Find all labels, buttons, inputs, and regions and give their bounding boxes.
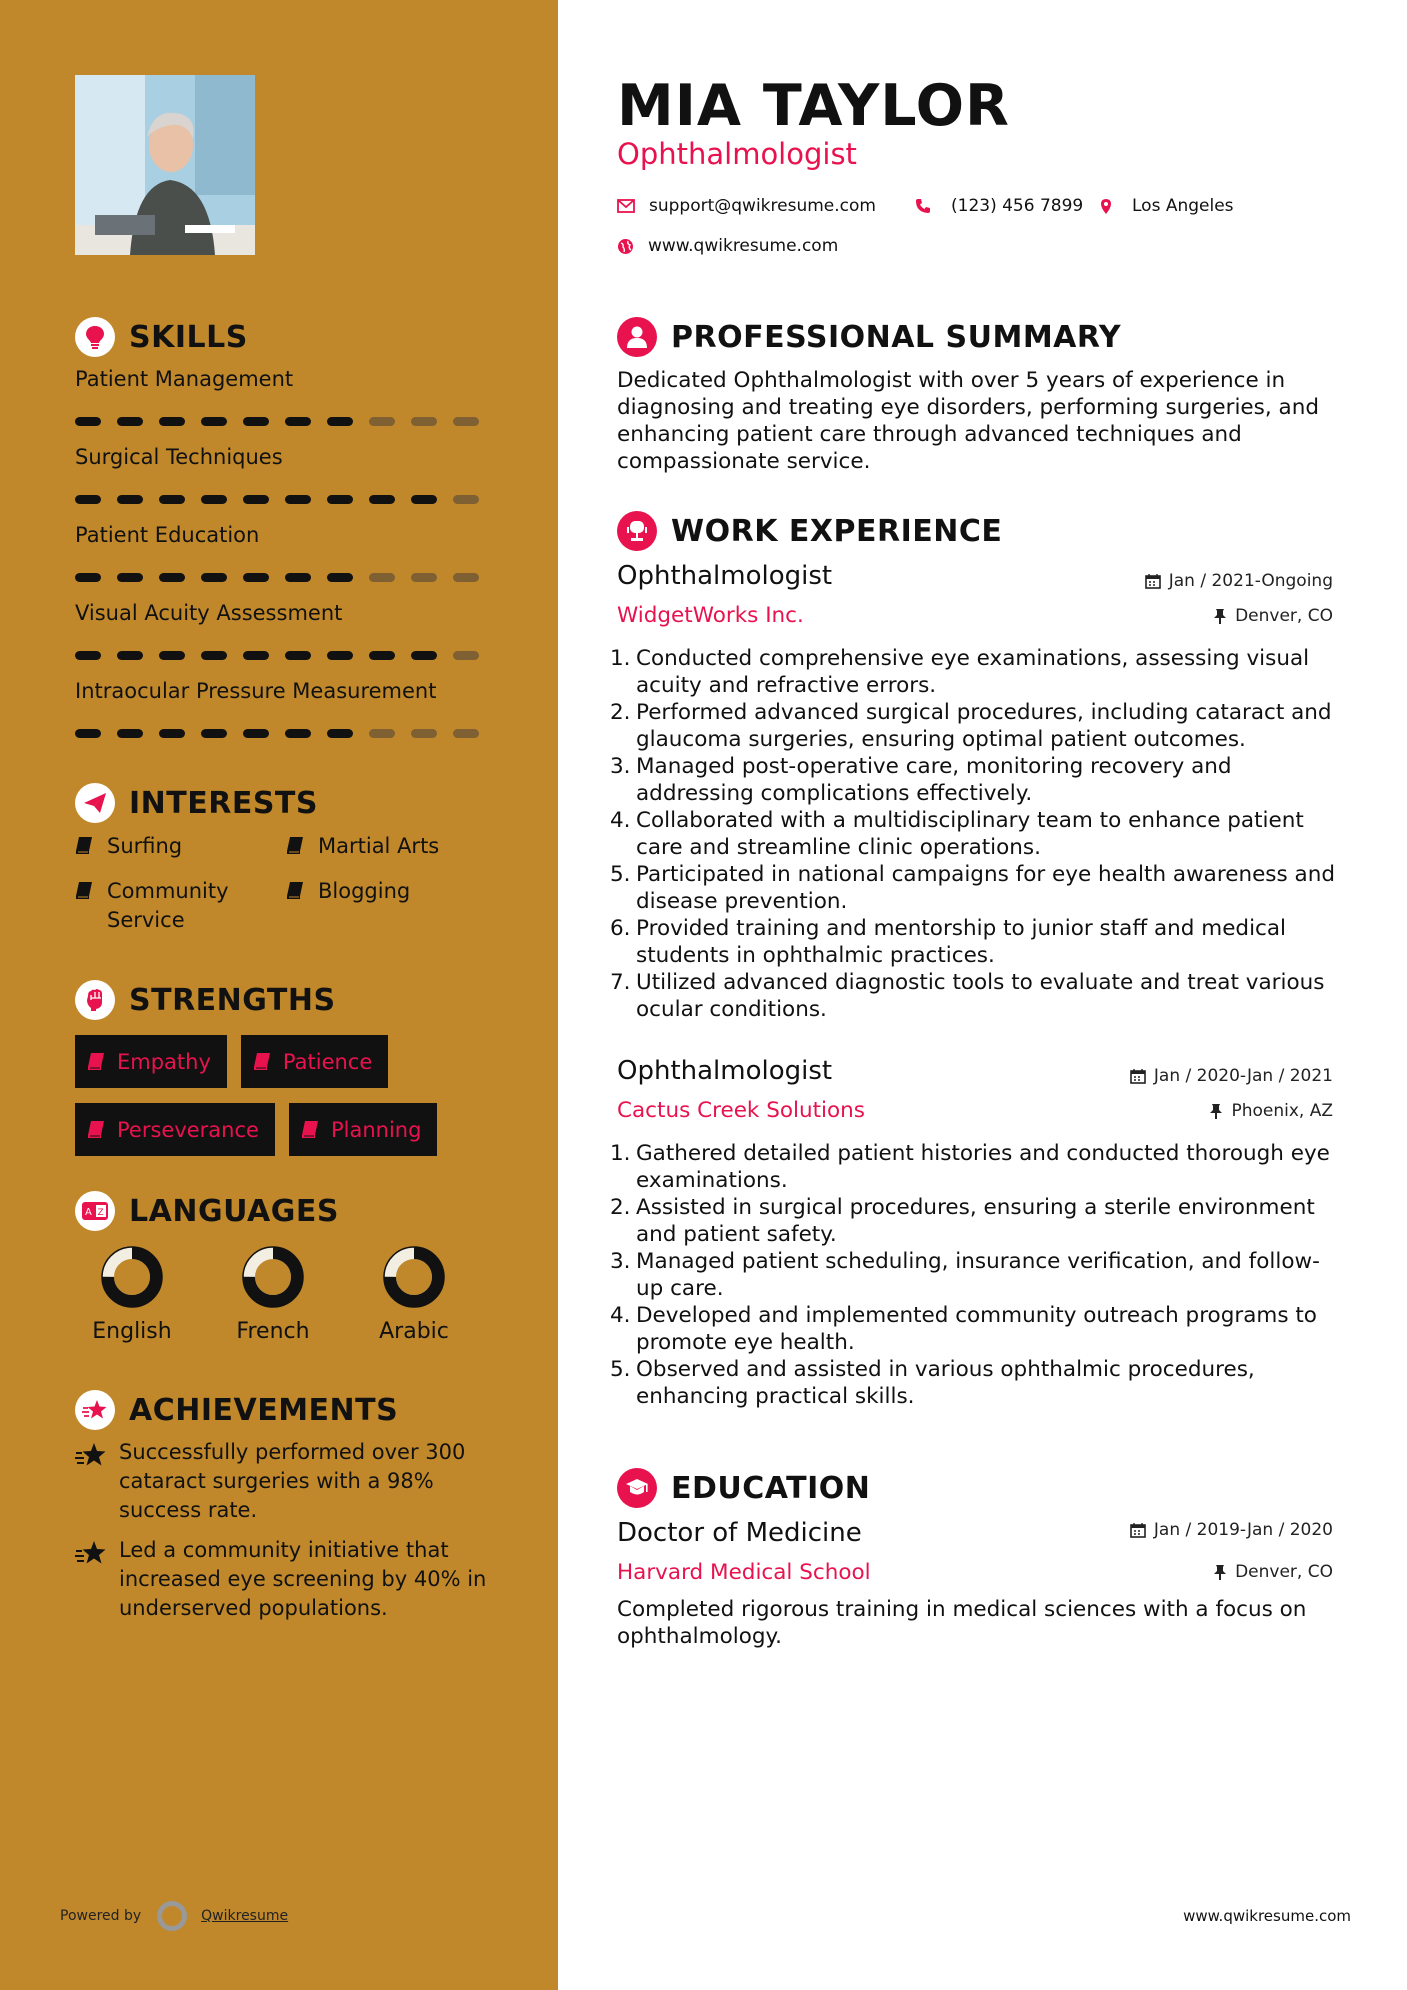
- job-bullets: [610, 645, 1345, 1023]
- experience-title: WORK EXPERIENCE: [671, 513, 1003, 549]
- skill-rating: [75, 573, 495, 582]
- book-icon: [301, 1120, 319, 1139]
- interests-title: INTERESTS: [129, 785, 318, 821]
- skill-dash: [159, 417, 185, 426]
- interest-item: [286, 832, 497, 861]
- skill-dash: [243, 729, 269, 738]
- summary-text: Dedicated Ophthalmologist with over 5 years of experience in diagnosing and treating eye disorders, performing surgeries, and enhancing patient care through advanced techniques and compassionate service.: [617, 368, 1319, 474]
- strengths-header: [75, 980, 336, 1020]
- skill-dash: [243, 651, 269, 660]
- book-icon: [87, 1120, 105, 1139]
- bulb-icon: [75, 317, 115, 357]
- skill-dash: [243, 495, 269, 504]
- skill-rating: [75, 495, 495, 504]
- job-title: Ophthalmologist: [617, 561, 833, 591]
- skill-dash: [159, 651, 185, 660]
- skill-item: [75, 601, 495, 660]
- skill-name: Intraocular Pressure Measurement: [75, 679, 437, 703]
- contact-phone: [915, 196, 1083, 216]
- job-dates-text: Jan / 2021-Ongoing: [1168, 571, 1333, 591]
- job-location-text: Phoenix, AZ: [1231, 1101, 1333, 1121]
- language-level-ring: [382, 1245, 446, 1309]
- skill-name: Visual Acuity Assessment: [75, 601, 343, 625]
- achievement-item: [75, 1438, 515, 1525]
- education-title: EDUCATION: [671, 1470, 871, 1506]
- skill-dash: [453, 573, 479, 582]
- contact-email: [617, 196, 876, 216]
- calendar-icon: [1130, 1068, 1146, 1084]
- language-item: [354, 1245, 474, 1344]
- paper-plane-icon: [75, 783, 115, 823]
- skill-name: Patient Management: [75, 367, 294, 391]
- list-item: 6. Provided training and mentorship to junior staff and medical students in ophthalmic practices.: [610, 916, 1287, 968]
- briefcase-icon: [617, 511, 657, 551]
- strength-label: Planning: [330, 1117, 422, 1142]
- phone-text: (123) 456 7899: [951, 196, 1084, 216]
- interest-label: Martial Arts: [318, 834, 440, 858]
- achievements-title: ACHIEVEMENTS: [129, 1392, 399, 1428]
- job-title: Ophthalmologist: [617, 1056, 833, 1086]
- list-item: 4. Collaborated with a multidisciplinary team to enhance patient care and streamline clinic operations.: [610, 808, 1304, 860]
- skill-dash: [117, 729, 143, 738]
- skill-rating: [75, 651, 495, 660]
- strength-label: Perseverance: [117, 1117, 259, 1142]
- skill-dash: [327, 573, 353, 582]
- list-item: 5. Participated in national campaigns for eye health awareness and disease prevention.: [610, 862, 1335, 914]
- skill-dash: [369, 495, 395, 504]
- skill-dash: [75, 495, 101, 504]
- list-item: 7. Utilized advanced diagnostic tools to evaluate and treat various ocular conditions.: [610, 970, 1325, 1022]
- map-pin-icon: [1100, 198, 1112, 215]
- graduation-icon: [617, 1468, 657, 1508]
- job-dates-text: Jan / 2020-Jan / 2021: [1153, 1066, 1333, 1086]
- achievement-item: [75, 1536, 515, 1623]
- language-name: English: [92, 1319, 172, 1344]
- skill-dash: [75, 573, 101, 582]
- job-company: WidgetWorks Inc.: [617, 603, 804, 628]
- strength-tag: [289, 1103, 437, 1156]
- svg-text:A: A: [85, 1207, 92, 1218]
- qwikresume-link[interactable]: Qwikresume: [201, 1908, 289, 1924]
- skill-dash: [201, 495, 227, 504]
- list-item: 4. Developed and implemented community outreach programs to promote eye health.: [610, 1303, 1317, 1355]
- skill-dash: [75, 729, 101, 738]
- job-location-text: Denver, CO: [1235, 606, 1333, 626]
- book-icon: [286, 836, 304, 855]
- skill-dash: [243, 417, 269, 426]
- skill-dash: [159, 729, 185, 738]
- fist-icon: [75, 980, 115, 1020]
- candidate-role: Ophthalmologist: [617, 137, 857, 171]
- skill-dash: [369, 573, 395, 582]
- achievements-header: [75, 1390, 398, 1430]
- skill-dash: [117, 495, 143, 504]
- skill-dash: [411, 573, 437, 582]
- skill-dash: [285, 417, 311, 426]
- skill-dash: [285, 651, 311, 660]
- powered-by-label: Powered by: [60, 1908, 142, 1924]
- interest-item: [75, 877, 286, 935]
- skill-dash: [285, 495, 311, 504]
- globe-icon: [617, 238, 634, 255]
- sidebar: [0, 0, 558, 1990]
- summary-title: PROFESSIONAL SUMMARY: [671, 319, 1122, 355]
- strength-tag: [75, 1035, 227, 1088]
- skill-dash: [285, 573, 311, 582]
- skill-item: [75, 367, 495, 426]
- job-dates: [1145, 571, 1333, 591]
- job-dates: [1130, 1066, 1333, 1086]
- pin-icon: [1213, 608, 1227, 625]
- job-location: [1209, 1101, 1333, 1121]
- book-icon: [286, 881, 304, 900]
- skill-dash: [201, 729, 227, 738]
- skill-dash: [327, 729, 353, 738]
- skill-dash: [243, 573, 269, 582]
- education-dates: [1130, 1520, 1333, 1540]
- translate-icon: [75, 1191, 115, 1231]
- strength-tag: [75, 1103, 275, 1156]
- skill-dash: [159, 573, 185, 582]
- strength-tag: [241, 1035, 388, 1088]
- list-item: 2. Assisted in surgical procedures, ensuring a sterile environment and patient safety.: [610, 1195, 1315, 1247]
- footer-url[interactable]: www.qwikresume.com: [1183, 1907, 1351, 1925]
- skill-dash: [285, 729, 311, 738]
- list-item: 3. Managed patient scheduling, insurance verification, and follow-up care.: [610, 1249, 1320, 1301]
- book-icon: [75, 836, 93, 855]
- interest-label: Blogging: [318, 879, 411, 903]
- email-text[interactable]: support@qwikresume.com: [649, 196, 876, 216]
- skill-name: Surgical Techniques: [75, 445, 283, 469]
- summary-header: [617, 317, 1121, 357]
- strength-label: Patience: [282, 1049, 373, 1074]
- languages-title: LANGUAGES: [129, 1193, 339, 1229]
- language-item: [213, 1245, 333, 1344]
- calendar-icon: [1145, 573, 1161, 589]
- language-name: French: [236, 1319, 310, 1344]
- language-level-ring: [100, 1245, 164, 1309]
- skill-rating: [75, 417, 495, 426]
- qwikresume-logo-icon: [157, 1901, 187, 1931]
- interest-label: Community Service: [107, 879, 229, 932]
- interests-header: [75, 783, 318, 823]
- skill-dash: [201, 573, 227, 582]
- skill-dash: [411, 729, 437, 738]
- languages-header: [75, 1191, 339, 1231]
- envelope-icon: [617, 199, 635, 213]
- job-bullets: [610, 1140, 1345, 1410]
- skill-dash: [369, 729, 395, 738]
- candidate-name: MIA TAYLOR: [617, 73, 1010, 139]
- list-item: 2. Performed advanced surgical procedures, including cataract and glaucoma surgeries, ensuring optimal patient outcomes.: [610, 700, 1332, 752]
- skill-item: [75, 445, 495, 504]
- skill-dash: [75, 651, 101, 660]
- contact-location: [1100, 196, 1234, 216]
- skill-rating: [75, 729, 495, 738]
- contact-website: [617, 236, 838, 256]
- pin-icon: [1209, 1103, 1223, 1120]
- powered-by: [60, 1901, 288, 1931]
- interest-item: [286, 877, 497, 935]
- book-icon: [75, 881, 93, 900]
- calendar-icon: [1130, 1522, 1146, 1538]
- skill-dash: [201, 651, 227, 660]
- skill-dash: [453, 729, 479, 738]
- skill-dash: [369, 417, 395, 426]
- language-level-ring: [241, 1245, 305, 1309]
- website-text[interactable]: www.qwikresume.com: [648, 236, 839, 256]
- skill-dash: [327, 417, 353, 426]
- profile-photo: [75, 75, 255, 255]
- school-name: Harvard Medical School: [617, 1560, 871, 1585]
- achievement-text: Successfully performed over 300 cataract surgeries with a 98% success rate.: [119, 1440, 466, 1522]
- skill-dash: [369, 651, 395, 660]
- star-award-icon: [75, 1540, 107, 1566]
- svg-text:Z: Z: [97, 1208, 104, 1218]
- interest-label: Surfing: [107, 834, 183, 858]
- list-item: 3. Managed post-operative care, monitoring recovery and addressing complications effectively.: [610, 754, 1232, 806]
- skill-dash: [327, 651, 353, 660]
- language-item: [72, 1245, 192, 1344]
- phone-icon: [915, 198, 931, 214]
- job-company: Cactus Creek Solutions: [617, 1098, 866, 1123]
- skill-dash: [411, 417, 437, 426]
- pin-icon: [1213, 1564, 1227, 1581]
- star-award-icon: [75, 1390, 115, 1430]
- job-location: [1213, 606, 1333, 626]
- skill-dash: [159, 495, 185, 504]
- education-location: [1213, 1562, 1333, 1582]
- education-dates-text: Jan / 2019-Jan / 2020: [1153, 1520, 1333, 1540]
- skill-dash: [411, 651, 437, 660]
- education-header: [617, 1468, 870, 1508]
- list-item: 5. Observed and assisted in various ophthalmic procedures, enhancing practical skills.: [610, 1357, 1255, 1409]
- list-item: 1. Conducted comprehensive eye examinations, assessing visual acuity and refractive errors.: [610, 646, 1310, 698]
- user-icon: [617, 317, 657, 357]
- book-icon: [87, 1052, 105, 1071]
- skill-dash: [117, 651, 143, 660]
- skills-header: [75, 317, 248, 357]
- skill-dash: [411, 495, 437, 504]
- education-description: Completed rigorous training in medical sciences with a focus on ophthalmology.: [617, 1597, 1307, 1649]
- education-location-text: Denver, CO: [1235, 1562, 1333, 1582]
- skill-dash: [75, 417, 101, 426]
- skill-dash: [453, 417, 479, 426]
- language-name: Arabic: [379, 1319, 449, 1344]
- experience-header: [617, 511, 1002, 551]
- skill-dash: [201, 417, 227, 426]
- skills-title: SKILLS: [129, 319, 248, 355]
- achievement-text: Led a community initiative that increased eye screening by 40% in underserved populations.: [119, 1538, 487, 1620]
- strengths-list: [75, 1035, 515, 1171]
- skill-dash: [117, 417, 143, 426]
- degree-title: Doctor of Medicine: [617, 1518, 862, 1548]
- interests-list: [75, 832, 515, 951]
- skill-dash: [117, 573, 143, 582]
- skill-name: Patient Education: [75, 523, 260, 547]
- skill-dash: [453, 651, 479, 660]
- skill-item: [75, 679, 495, 738]
- strengths-title: STRENGTHS: [129, 982, 336, 1018]
- list-item: 1. Gathered detailed patient histories and conducted thorough eye examinations.: [610, 1141, 1330, 1193]
- skill-dash: [327, 495, 353, 504]
- book-icon: [253, 1052, 271, 1071]
- location-text: Los Angeles: [1132, 196, 1234, 216]
- skill-dash: [453, 495, 479, 504]
- interest-item: [75, 832, 286, 861]
- star-award-icon: [75, 1442, 107, 1468]
- strength-label: Empathy: [117, 1049, 211, 1074]
- skill-item: [75, 523, 495, 582]
